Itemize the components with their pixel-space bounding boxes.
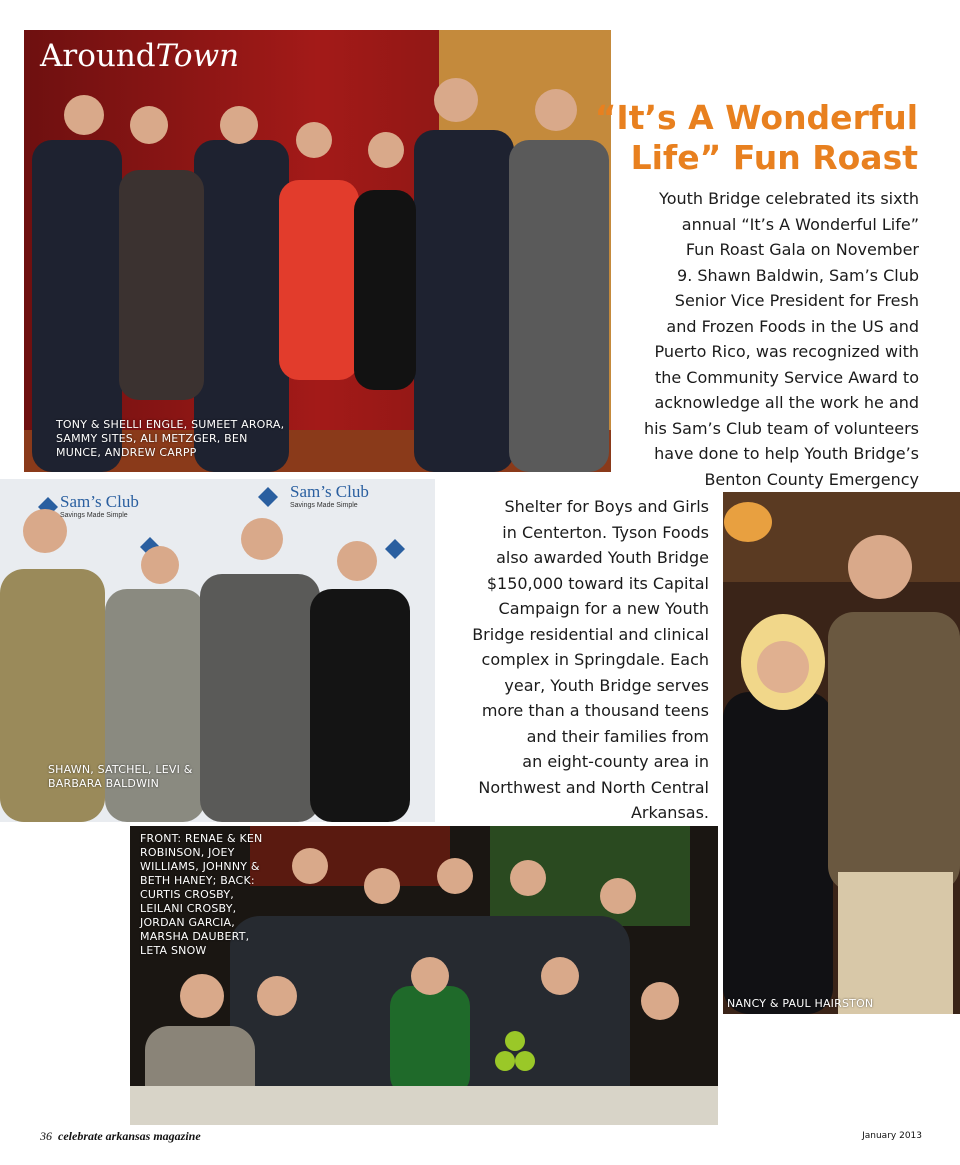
body-line: Northwest and North Central [478,777,709,797]
caption-line: ROBINSON, JOEY [140,846,235,859]
section-header-town: Town [155,38,240,74]
body-line: Youth Bridge celebrated its sixth [659,189,919,208]
caption-line: MARSHA DAUBERT, [140,930,250,943]
caption-line: TONY & SHELLI ENGLE, SUMEET ARORA, [56,418,285,431]
body-line: Bridge residential and clinical [472,624,709,644]
caption-line: SAMMY SITES, ALI METZGER, BEN [56,432,248,445]
body-line: more than a thousand teens [481,701,709,720]
article-title-line: “It’s A Wonderful [594,98,918,137]
article-body-part1 [644,186,919,492]
photo-group-red-curtain [24,30,611,472]
body-line: in Centerton. Tyson Foods [502,522,709,542]
caption-line: CURTIS CROSBY, [140,888,234,901]
backdrop-logo [290,483,369,510]
caption-line: MUNCE, ANDREW CARPP [56,446,197,459]
body-line: and their families from [526,726,709,746]
caption-line: FRONT: RENAE & KEN [140,832,263,845]
caption-line: BARBARA BALDWIN [48,777,160,790]
caption-line: LETA SNOW [140,944,207,957]
body-line: acknowledge all the work he and [654,393,919,412]
caption-photo2 [48,763,193,791]
caption-line: LEILANI CROSBY, [140,902,237,915]
backdrop-brand: Sam’s Club [60,492,139,511]
body-line: Benton County Emergency [704,469,919,489]
caption-photo1 [56,418,284,460]
article-title-line: Life” Fun Roast [630,138,918,177]
backdrop-brand: Sam’s Club [290,482,369,501]
page-number: 36 [40,1129,52,1143]
photo-baldwin-family [0,479,435,822]
body-line: annual “It’s A Wonderful Life” [681,214,919,234]
body-line: the Community Service Award to [654,367,919,387]
caption-line: JORDAN GARCIA, [140,916,235,929]
backdrop-tagline: Savings Made Simple [60,512,128,519]
caption-line: NANCY & PAUL HAIRSTON [727,997,874,1010]
caption-line: BETH HANEY; BACK: [140,874,255,887]
body-line: Puerto Rico, was recognized with [654,342,919,361]
body-line: also awarded Youth Bridge [496,548,709,567]
body-line: his Sam’s Club team of volunteers [643,418,919,438]
photo-group-red-curtain-image [24,30,611,472]
section-header [40,38,239,74]
body-line: Campaign for a new Youth [498,599,709,618]
caption-line: WILLIAMS, JOHNNY & [140,860,260,873]
page-footer-left [40,1129,201,1143]
body-line: Arkansas. [630,803,709,822]
body-line: 9. Shawn Baldwin, Sam’s Club [677,265,919,285]
article-title [595,98,918,178]
page-footer-date: January 2013 [862,1131,922,1141]
body-line: complex in Springdale. Each [481,650,709,669]
body-line: Fun Roast Gala on November [685,240,919,259]
caption-line: SHAWN, SATCHEL, LEVI & [48,763,193,776]
caption-photo4 [140,832,262,958]
backdrop-tagline: Savings Made Simple [290,502,358,509]
article-body-part2 [472,494,709,826]
body-line: an eight-county area in [522,752,709,771]
body-line: have done to help Youth Bridge’s [654,444,919,463]
body-line: $150,000 toward its Capital [486,573,709,593]
photo-hairston-couple [723,492,960,1014]
backdrop-logo [60,493,139,520]
body-line: Senior Vice President for Fresh [674,291,919,310]
magazine-name: celebrate arkansas magazine [58,1129,201,1143]
photo-hairston-couple-image [723,492,960,1014]
body-line: and Frozen Foods in the US and [666,316,919,336]
section-header-around: Around [40,38,156,74]
body-line: Shelter for Boys and Girls [504,497,709,516]
photo-table-group [130,826,718,1125]
body-line: year, Youth Bridge serves [504,675,709,695]
caption-photo3 [727,997,873,1011]
